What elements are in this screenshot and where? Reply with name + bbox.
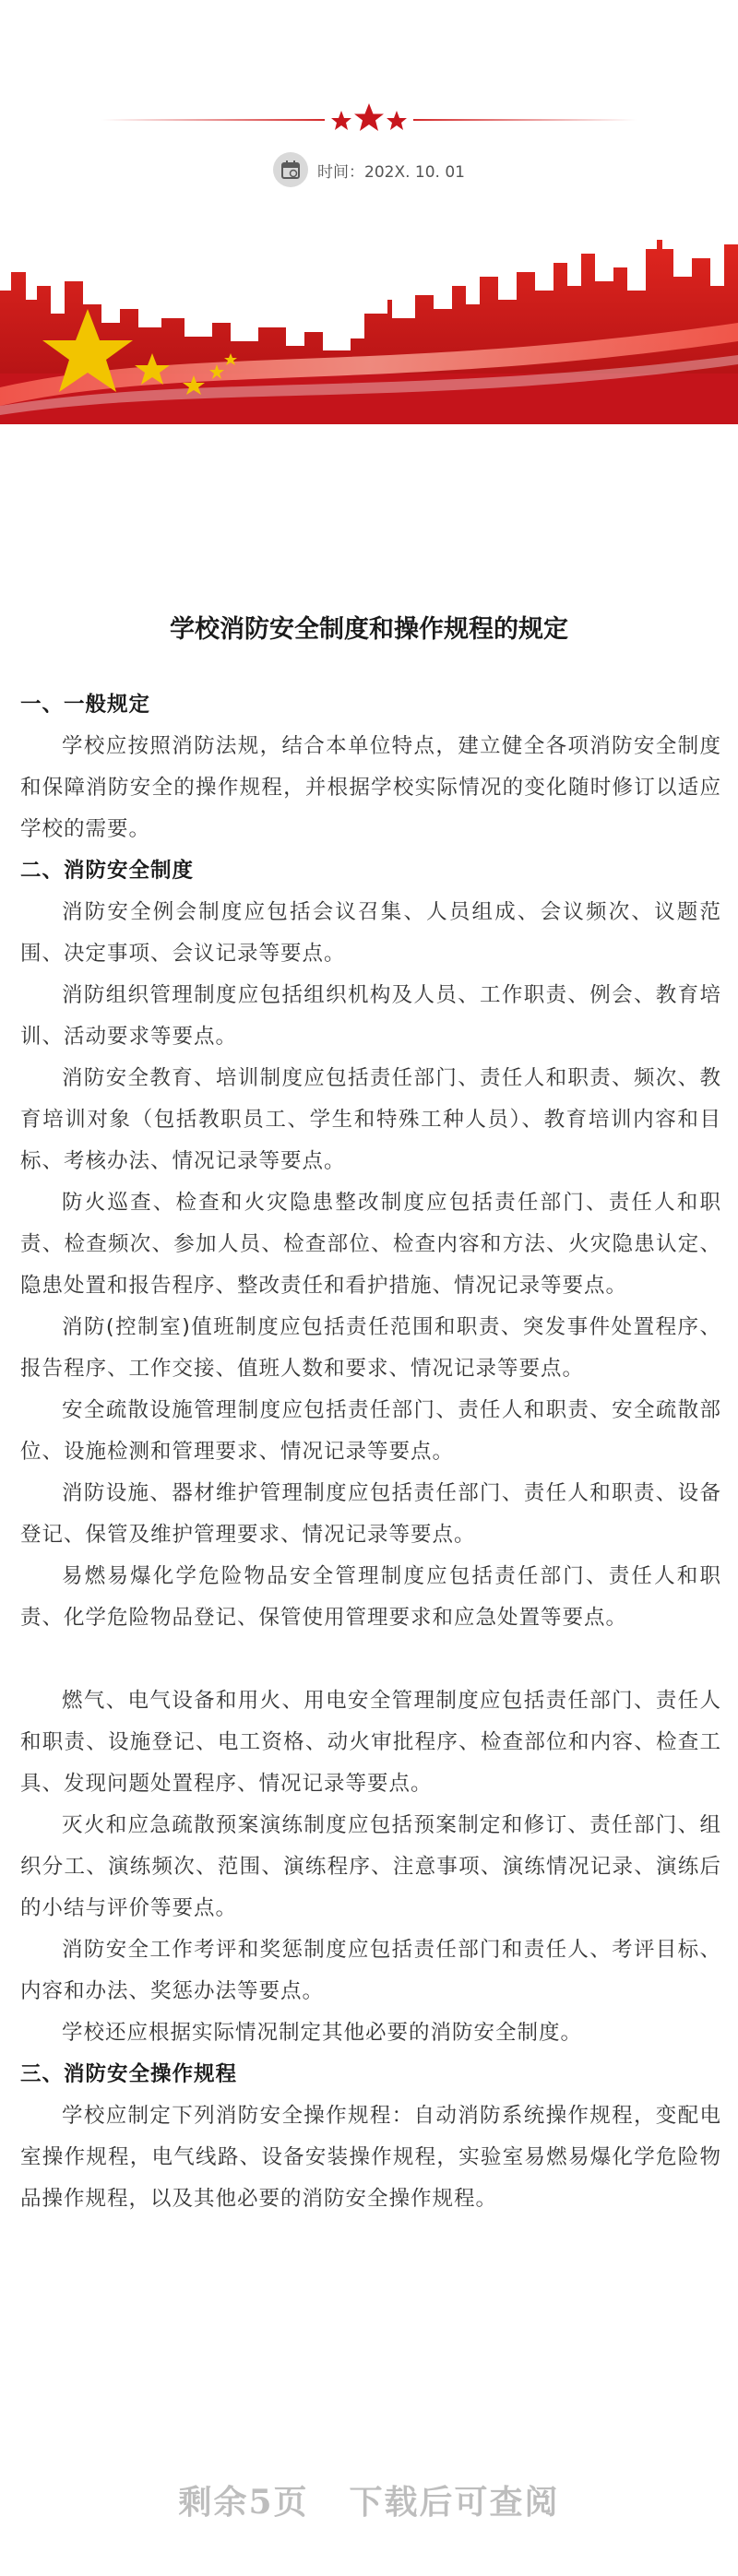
star-icon [354, 103, 384, 131]
paragraph: 消防安全例会制度应包括会议召集、人员组成、会议频次、议题范围、决定事项、会议记录等要点。 [20, 900, 721, 966]
paragraph: 安全疏散设施管理制度应包括责任部门、责任人和职责、安全疏散部位、设施检测和管理要求、情况记录等要点。 [20, 1398, 721, 1464]
download-to-view-label: 下载后可查阅 [349, 2483, 560, 2522]
paragraph: 学校应按照消防法规，结合本单位特点，建立健全各项消防安全制度和保障消防安全的操作规程，并根据学校实际情况的变化随时修订以适应学校的需要。 [20, 734, 721, 841]
paragraph: 消防组织管理制度应包括组织机构及人员、工作职责、例会、教育培训、活动要求等要点。 [20, 983, 721, 1049]
publish-date: 时间：202X. 10. 01 [317, 162, 465, 182]
document-title: 学校消防安全制度和操作规程的规定 [170, 615, 568, 644]
paragraph: 学校还应根据实际情况制定其他必要的消防安全制度。 [62, 2021, 583, 2045]
download-prompt[interactable] [0, 2476, 738, 2523]
paragraph: 灭火和应急疏散预案演练制度应包括预案制定和修订、责任部门、组织分工、演练频次、范围、演练程序、注意事项、演练情况记录、演练后的小结与评价等要点。 [20, 1813, 721, 1920]
skyline-banner [0, 235, 738, 424]
section-heading: 三、消防安全操作规程 [20, 2062, 238, 2086]
header-ornament [0, 92, 738, 148]
date-row [0, 152, 738, 187]
section-heading: 二、消防安全制度 [20, 859, 195, 883]
ornament-line-left [101, 119, 325, 121]
star-icon [331, 111, 351, 130]
paragraph: 燃气、电气设备和用火、用电安全管理制度应包括责任部门、责任人和职责、设施登记、电工资格、动火审批程序、检查部位和内容、检查工具、发现问题处置程序、情况记录等要点。 [20, 1689, 721, 1796]
spacer [20, 1639, 721, 1680]
section-heading: 一、一般规定 [20, 693, 151, 717]
paragraph: 消防安全教育、培训制度应包括责任部门、责任人和职责、频次、教育培训对象（包括教职员工、学生和特殊工种人员）、教育培训内容和目标、考核办法、情况记录等要点。 [20, 1066, 721, 1173]
paragraph: 学校应制定下列消防安全操作规程：自动消防系统操作规程，变配电室操作规程，电气线路、设备安装操作规程，实验室易燃易爆化学危险物品操作规程，以及其他必要的消防安全操作规程。 [20, 2104, 721, 2211]
paragraph: 易燃易爆化学危险物品安全管理制度应包括责任部门、责任人和职责、化学危险物品登记、保管使用管理要求和应急处置等要点。 [20, 1564, 721, 1630]
remaining-pages-label: 剩余5页 [178, 2483, 309, 2522]
paragraph: 消防(控制室)值班制度应包括责任范围和职责、突发事件处置程序、报告程序、工作交接、值班人数和要求、情况记录等要点。 [20, 1315, 721, 1381]
paragraph: 防火巡查、检查和火灾隐患整改制度应包括责任部门、责任人和职责、检查频次、参加人员、检查部位、检查内容和方法、火灾隐患认定、隐患处置和报告程序、整改责任和看护措施、情况记录等要点。 [20, 1191, 721, 1298]
ornament-line-right [413, 119, 637, 121]
calendar-icon [273, 152, 308, 187]
paragraph: 消防安全工作考评和奖惩制度应包括责任部门和责任人、考评目标、内容和办法、奖惩办法等要点。 [20, 1938, 721, 2003]
star-icon [387, 111, 407, 130]
paragraph: 消防设施、器材维护管理制度应包括责任部门、责任人和职责、设备登记、保管及维护管理要求、情况记录等要点。 [20, 1481, 721, 1547]
document-body [20, 684, 721, 2220]
